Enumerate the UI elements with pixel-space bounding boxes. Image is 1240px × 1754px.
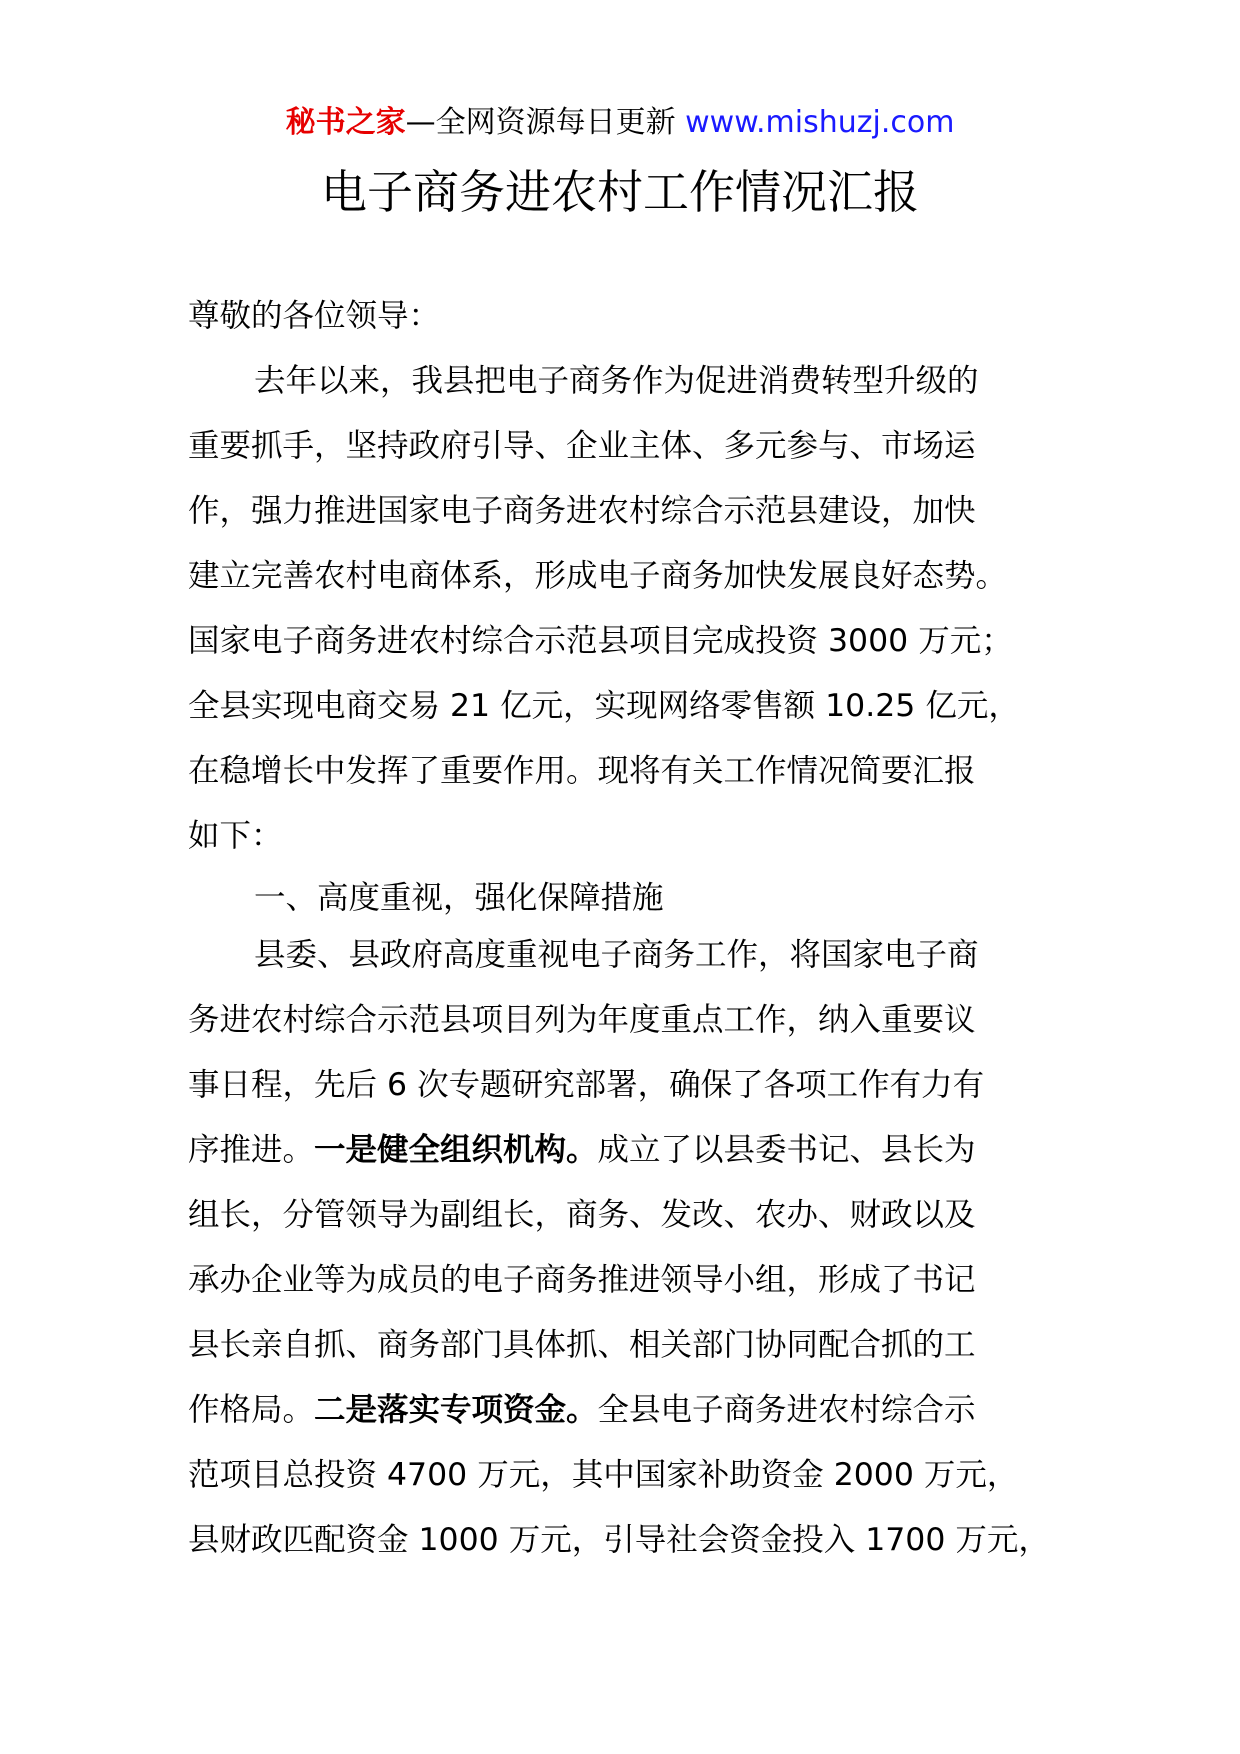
section-text: 序推进。	[188, 1132, 315, 1168]
section-text: 全县电子商务进农村综合示	[597, 1392, 976, 1428]
section-line: 事日程，先后 6 次专题研究部署，确保了各项工作有力有	[188, 1067, 985, 1103]
site-header	[0, 103, 1240, 143]
bold-point-1: 一是健全组织机构。	[314, 1132, 598, 1168]
section-line	[188, 1118, 1068, 1183]
section-text: 成立了以县委书记、县长为	[597, 1132, 976, 1168]
site-url[interactable]: www.mishuzj.com	[685, 105, 955, 140]
section-line: 承办企业等为成员的电子商务推进领导小组，形成了书记	[188, 1262, 976, 1298]
header-slogan: —全网资源每日更新	[405, 105, 676, 140]
intro-line: 作，强力推进国家电子商务进农村综合示范县建设，加快	[188, 493, 976, 529]
section-line: 县长亲自抓、商务部门具体抓、相关部门协同配合抓的工	[188, 1327, 976, 1363]
section-line	[188, 1378, 1068, 1443]
section-line: 范项目总投资 4700 万元，其中国家补助资金 2000 万元，	[188, 1457, 1019, 1493]
intro-line: 国家电子商务进农村综合示范县项目完成投资 3000 万元；	[188, 623, 1013, 659]
section-line: 县财政匹配资金 1000 万元，引导社会资金投入 1700 万元，	[188, 1522, 1050, 1558]
section-line: 县委、县政府高度重视电子商务工作，将国家电子商	[254, 937, 979, 973]
section-text: 作格局。	[188, 1392, 315, 1428]
section-line: 务进农村综合示范县项目列为年度重点工作，纳入重要议	[188, 1002, 976, 1038]
brand-name: 秘书之家	[285, 105, 406, 140]
document-title: 电子商务进农村工作情况汇报	[321, 165, 919, 219]
section-line: 组长，分管领导为副组长，商务、发改、农办、财政以及	[188, 1197, 976, 1233]
salutation: 尊敬的各位领导：	[188, 298, 441, 334]
section-heading: 一、高度重视，强化保障措施	[254, 880, 664, 916]
intro-line: 在稳增长中发挥了重要作用。现将有关工作情况简要汇报	[188, 753, 976, 789]
document-body	[188, 284, 1068, 1573]
intro-line: 建立完善农村电商体系，形成电子商务加快发展良好态势。	[188, 558, 1008, 594]
bold-point-2: 二是落实专项资金。	[314, 1392, 598, 1428]
intro-line: 重要抓手，坚持政府引导、企业主体、多元参与、市场运	[188, 428, 976, 464]
intro-line: 去年以来，我县把电子商务作为促进消费转型升级的	[254, 363, 979, 399]
intro-line: 全县实现电商交易 21 亿元，实现网络零售额 10.25 亿元，	[188, 688, 1020, 724]
intro-line: 如下：	[188, 818, 283, 854]
